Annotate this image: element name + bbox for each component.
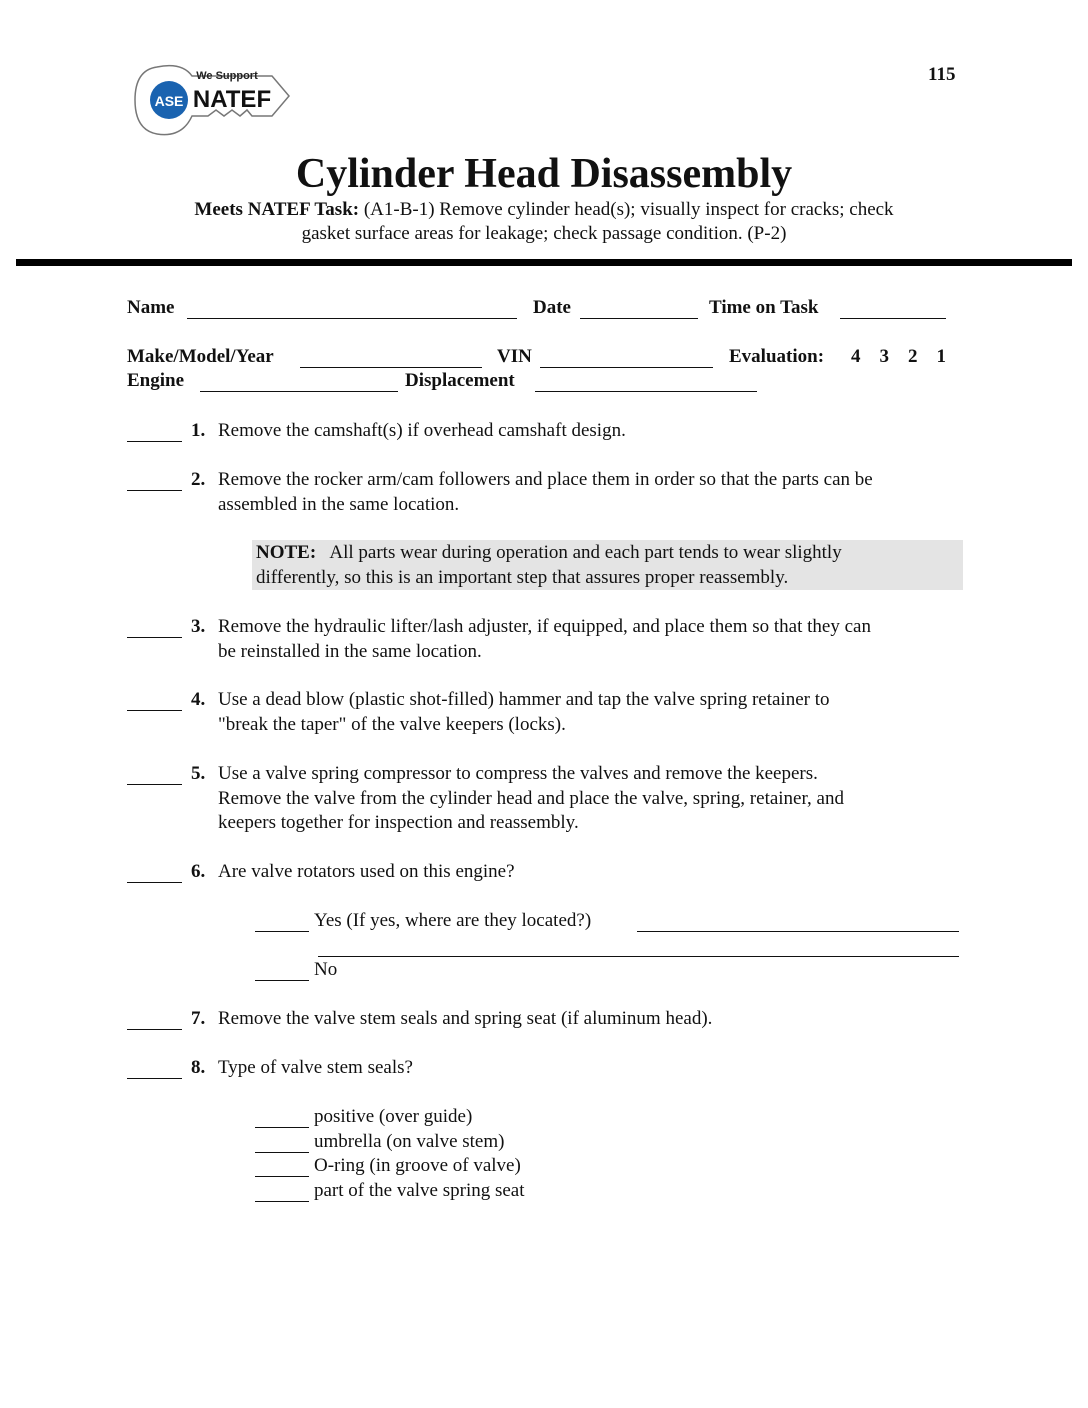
- vin-field[interactable]: [540, 367, 713, 368]
- seal-type-blank[interactable]: [255, 1201, 309, 1202]
- name-field[interactable]: [187, 318, 517, 319]
- step-text: Remove the valve stem seals and spring seat (if aluminum head).: [218, 1008, 713, 1029]
- rotators-location-field[interactable]: [637, 931, 959, 932]
- task-label: Meets NATEF Task:: [194, 199, 360, 220]
- make-model-year-label: Make/Model/Year: [127, 346, 274, 367]
- key-logo-icon: [132, 62, 292, 140]
- note-text-2: differently, so this is an important step that assures proper reassembly.: [256, 567, 789, 588]
- note-label: NOTE:: [256, 542, 317, 563]
- time-on-task-field[interactable]: [840, 318, 946, 319]
- displacement-field[interactable]: [535, 391, 757, 392]
- seal-type-option: positive (over guide): [314, 1106, 473, 1127]
- step-check-blank[interactable]: [127, 637, 182, 638]
- step-number: 1.: [191, 420, 206, 441]
- svg-text:We Support: We Support: [196, 70, 258, 82]
- step-text: "break the taper" of the valve keepers (locks).: [218, 713, 566, 735]
- step-text: Remove the camshaft(s) if overhead camshaft design.: [218, 420, 626, 441]
- rotators-yes-blank[interactable]: [255, 931, 309, 932]
- rotators-location-field-2[interactable]: [318, 956, 959, 957]
- date-label: Date: [533, 297, 571, 318]
- note-line-1: [256, 541, 842, 565]
- score-3[interactable]: 3: [879, 346, 889, 367]
- engine-label: Engine: [127, 370, 185, 391]
- step-text: Are valve rotators used on this engine?: [218, 861, 515, 882]
- score-4[interactable]: 4: [851, 346, 861, 367]
- natef-logo: [132, 62, 292, 140]
- make-model-year-field[interactable]: [300, 367, 482, 368]
- step-check-blank[interactable]: [127, 882, 182, 883]
- step-check-blank[interactable]: [127, 441, 182, 442]
- evaluation-scores: [851, 345, 946, 369]
- score-1[interactable]: 1: [936, 346, 946, 367]
- step-text: Remove the hydraulic lifter/lash adjuster, if equipped, and place them so that they can: [218, 616, 871, 637]
- step-text: keepers together for inspection and reassembly.: [218, 812, 579, 833]
- date-field[interactable]: [580, 318, 698, 319]
- svg-text:ASE: ASE: [154, 93, 184, 109]
- step-text: be reinstalled in the same location.: [218, 640, 482, 662]
- step-number: 8.: [191, 1057, 206, 1078]
- page-number: 115: [928, 64, 956, 85]
- seal-type-blank[interactable]: [255, 1152, 309, 1153]
- step-text: Remove the rocker arm/cam followers and place them in order so that the parts can be: [218, 469, 873, 490]
- svg-text:NATEF: NATEF: [192, 86, 272, 113]
- rotators-yes-label: Yes (If yes, where are they located?): [314, 910, 592, 931]
- step-check-blank[interactable]: [127, 1078, 182, 1079]
- page-title: Cylinder Head Disassembly: [295, 151, 793, 197]
- step-check-blank[interactable]: [127, 1029, 182, 1030]
- step-text: Use a valve spring compressor to compress the valves and remove the keepers.: [218, 763, 818, 784]
- step-text: Remove the valve from the cylinder head and place the valve, spring, retainer, and: [218, 787, 844, 809]
- score-2[interactable]: 2: [908, 346, 918, 367]
- step-number: 6.: [191, 861, 206, 882]
- step-number: 2.: [191, 469, 206, 490]
- task-text-1: (A1-B-1) Remove cylinder head(s); visually inspect for cracks; check: [363, 199, 894, 220]
- step-check-blank[interactable]: [127, 490, 182, 491]
- step-number: 7.: [191, 1008, 206, 1029]
- task-text-2: gasket surface areas for leakage; check passage condition. (P-2): [301, 223, 787, 244]
- task-line-1: [0, 198, 1088, 222]
- step-number: 4.: [191, 689, 206, 710]
- seal-type-option: umbrella (on valve stem): [314, 1130, 505, 1152]
- step-number: 3.: [191, 616, 206, 637]
- vin-label: VIN: [497, 346, 532, 367]
- step-check-blank[interactable]: [127, 784, 182, 785]
- seal-type-option: part of the valve spring seat: [314, 1179, 525, 1201]
- rotators-no-label: No: [314, 959, 338, 980]
- name-label: Name: [127, 297, 175, 318]
- seal-type-blank[interactable]: [255, 1176, 309, 1177]
- seal-type-option: O-ring (in groove of valve): [314, 1155, 521, 1177]
- step-text: Type of valve stem seals?: [218, 1057, 413, 1078]
- note-text-1: All parts wear during operation and each part tends to wear slightly: [329, 542, 842, 563]
- displacement-label: Displacement: [405, 370, 515, 391]
- header-divider: [16, 259, 1072, 266]
- evaluation-label: Evaluation:: [729, 346, 825, 367]
- step-check-blank[interactable]: [127, 710, 182, 711]
- step-text: assembled in the same location.: [218, 493, 460, 515]
- rotators-no-blank[interactable]: [255, 980, 309, 981]
- seal-type-blank[interactable]: [255, 1127, 309, 1128]
- step-text: Use a dead blow (plastic shot-filled) hammer and tap the valve spring retainer to: [218, 689, 830, 710]
- time-on-task-label: Time on Task: [709, 297, 819, 318]
- step-number: 5.: [191, 763, 206, 784]
- engine-field[interactable]: [200, 391, 398, 392]
